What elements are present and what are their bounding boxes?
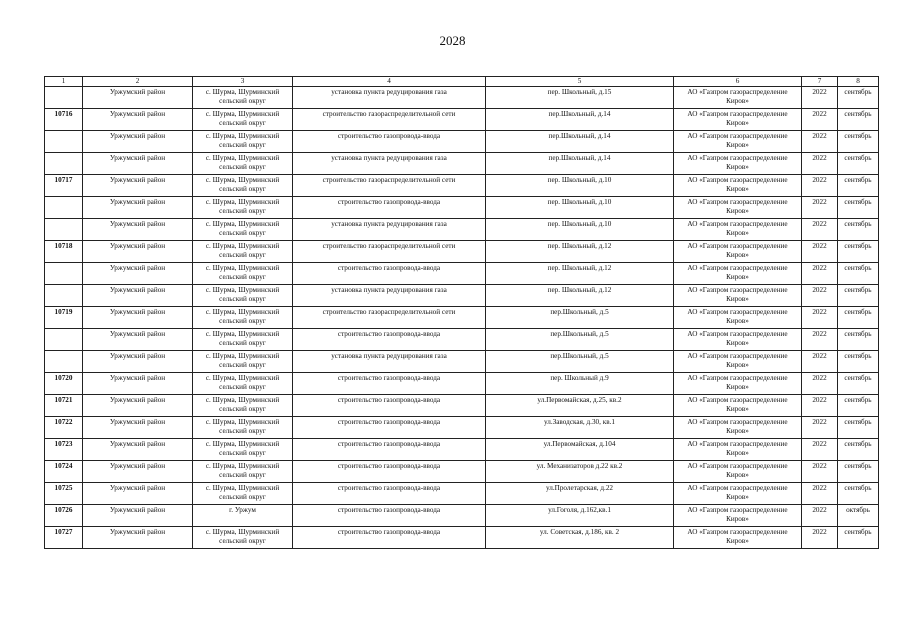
district-cell: Уржумский район: [83, 483, 193, 505]
year-cell: 2022: [802, 87, 838, 109]
work-type-cell: строительство газопровода-ввода: [293, 263, 486, 285]
register-table: [44, 76, 879, 549]
table-row: [45, 263, 879, 285]
table-row: [45, 329, 879, 351]
settlement-cell: с. Шурма, Шурминский сельский округ: [193, 131, 293, 153]
month-cell: сентябрь: [838, 461, 879, 483]
record-number-cell: 10726: [45, 505, 83, 527]
column-header-5: 5: [486, 77, 674, 87]
column-header-6: 6: [674, 77, 802, 87]
settlement-cell: с. Шурма, Шурминский сельский округ: [193, 351, 293, 373]
month-cell: сентябрь: [838, 263, 879, 285]
table-row: [45, 109, 879, 131]
month-cell: сентябрь: [838, 373, 879, 395]
address-cell: пер. Школьный, д.10: [486, 175, 674, 197]
year-cell: 2022: [802, 109, 838, 131]
table-row: [45, 439, 879, 461]
column-header-3: 3: [193, 77, 293, 87]
year-cell: 2022: [802, 351, 838, 373]
header-row: [45, 77, 879, 87]
table-row: [45, 153, 879, 175]
district-cell: Уржумский район: [83, 527, 193, 549]
address-cell: пер. Школьный, д.15: [486, 87, 674, 109]
work-type-cell: строительство газопровода-ввода: [293, 131, 486, 153]
table-row: [45, 461, 879, 483]
work-type-cell: строительство газопровода-ввода: [293, 395, 486, 417]
address-cell: пер.Школьный, д.14: [486, 153, 674, 175]
work-type-cell: строительство газопровода-ввода: [293, 373, 486, 395]
month-cell: октябрь: [838, 505, 879, 527]
table-row: [45, 373, 879, 395]
settlement-cell: с. Шурма, Шурминский сельский округ: [193, 307, 293, 329]
work-type-cell: строительство газопровода-ввода: [293, 439, 486, 461]
organization-cell: АО «Газпром газораспределение Киров»: [674, 417, 802, 439]
record-number-cell: [45, 197, 83, 219]
work-type-cell: строительство газораспределительной сети: [293, 109, 486, 131]
work-type-cell: установка пункта редуцирования газа: [293, 285, 486, 307]
address-cell: пер.Школьный, д.5: [486, 307, 674, 329]
column-header-4: 4: [293, 77, 486, 87]
district-cell: Уржумский район: [83, 175, 193, 197]
settlement-cell: с. Шурма, Шурминский сельский округ: [193, 87, 293, 109]
year-cell: 2022: [802, 307, 838, 329]
table-row: [45, 395, 879, 417]
settlement-cell: с. Шурма, Шурминский сельский округ: [193, 241, 293, 263]
column-header-8: 8: [838, 77, 879, 87]
month-cell: сентябрь: [838, 351, 879, 373]
address-cell: пер.Школьный, д.5: [486, 351, 674, 373]
record-number-cell: [45, 329, 83, 351]
record-number-cell: 10723: [45, 439, 83, 461]
record-number-cell: 10727: [45, 527, 83, 549]
month-cell: сентябрь: [838, 109, 879, 131]
table-row: [45, 241, 879, 263]
work-type-cell: установка пункта редуцирования газа: [293, 87, 486, 109]
month-cell: сентябрь: [838, 241, 879, 263]
organization-cell: АО «Газпром газораспределение Киров»: [674, 197, 802, 219]
address-cell: ул.Первомайская, д.25, кв.2: [486, 395, 674, 417]
address-cell: ул. Механизаторов д.22 кв.2: [486, 461, 674, 483]
work-type-cell: строительство газопровода-ввода: [293, 527, 486, 549]
district-cell: Уржумский район: [83, 329, 193, 351]
record-number-cell: [45, 285, 83, 307]
organization-cell: АО «Газпром газораспределение Киров»: [674, 263, 802, 285]
district-cell: Уржумский район: [83, 263, 193, 285]
month-cell: сентябрь: [838, 439, 879, 461]
organization-cell: АО «Газпром газораспределение Киров»: [674, 505, 802, 527]
work-type-cell: установка пункта редуцирования газа: [293, 219, 486, 241]
settlement-cell: с. Шурма, Шурминский сельский округ: [193, 109, 293, 131]
year-cell: 2022: [802, 483, 838, 505]
year-cell: 2022: [802, 417, 838, 439]
settlement-cell: с. Шурма, Шурминский сельский округ: [193, 461, 293, 483]
work-type-cell: строительство газопровода-ввода: [293, 461, 486, 483]
table-row: [45, 87, 879, 109]
month-cell: сентябрь: [838, 153, 879, 175]
district-cell: Уржумский район: [83, 351, 193, 373]
settlement-cell: с. Шурма, Шурминский сельский округ: [193, 263, 293, 285]
address-cell: пер. Школьный, д.12: [486, 285, 674, 307]
district-cell: Уржумский район: [83, 131, 193, 153]
table-row: [45, 351, 879, 373]
month-cell: сентябрь: [838, 285, 879, 307]
month-cell: сентябрь: [838, 175, 879, 197]
organization-cell: АО «Газпром газораспределение Киров»: [674, 395, 802, 417]
table-header: [45, 77, 879, 87]
district-cell: Уржумский район: [83, 285, 193, 307]
year-cell: 2022: [802, 439, 838, 461]
address-cell: пер. Школьный, д.12: [486, 241, 674, 263]
district-cell: Уржумский район: [83, 505, 193, 527]
organization-cell: АО «Газпром газораспределение Киров»: [674, 241, 802, 263]
table-row: [45, 505, 879, 527]
organization-cell: АО «Газпром газораспределение Киров»: [674, 87, 802, 109]
organization-cell: АО «Газпром газораспределение Киров»: [674, 175, 802, 197]
month-cell: сентябрь: [838, 483, 879, 505]
year-cell: 2022: [802, 241, 838, 263]
work-type-cell: установка пункта редуцирования газа: [293, 153, 486, 175]
record-number-cell: 10717: [45, 175, 83, 197]
organization-cell: АО «Газпром газораспределение Киров»: [674, 285, 802, 307]
page-number: 2028: [439, 33, 466, 48]
work-type-cell: строительство газопровода-ввода: [293, 417, 486, 439]
district-cell: Уржумский район: [83, 153, 193, 175]
table-row: [45, 219, 879, 241]
address-cell: пер.Школьный, д.5: [486, 329, 674, 351]
organization-cell: АО «Газпром газораспределение Киров»: [674, 131, 802, 153]
settlement-cell: с. Шурма, Шурминский сельский округ: [193, 219, 293, 241]
work-type-cell: строительство газопровода-ввода: [293, 329, 486, 351]
work-type-cell: строительство газопровода-ввода: [293, 483, 486, 505]
table-row: [45, 175, 879, 197]
organization-cell: АО «Газпром газораспределение Киров»: [674, 439, 802, 461]
district-cell: Уржумский район: [83, 373, 193, 395]
organization-cell: АО «Газпром газораспределение Киров»: [674, 527, 802, 549]
month-cell: сентябрь: [838, 131, 879, 153]
table-row: [45, 417, 879, 439]
year-cell: 2022: [802, 285, 838, 307]
organization-cell: АО «Газпром газораспределение Киров»: [674, 351, 802, 373]
year-cell: 2022: [802, 373, 838, 395]
month-cell: сентябрь: [838, 87, 879, 109]
address-cell: пер.Школьный, д.14: [486, 109, 674, 131]
work-type-cell: строительство газопровода-ввода: [293, 505, 486, 527]
district-cell: Уржумский район: [83, 461, 193, 483]
table-body: [45, 87, 879, 549]
address-cell: пер. Школьный, д.12: [486, 263, 674, 285]
district-cell: Уржумский район: [83, 109, 193, 131]
year-cell: 2022: [802, 131, 838, 153]
settlement-cell: с. Шурма, Шурминский сельский округ: [193, 439, 293, 461]
work-type-cell: строительство газораспределительной сети: [293, 175, 486, 197]
address-cell: пер. Школьный д.9: [486, 373, 674, 395]
record-number-cell: 10725: [45, 483, 83, 505]
month-cell: сентябрь: [838, 219, 879, 241]
record-number-cell: [45, 219, 83, 241]
record-number-cell: 10722: [45, 417, 83, 439]
record-number-cell: 10718: [45, 241, 83, 263]
address-cell: ул.Заводская, д.30, кв.1: [486, 417, 674, 439]
settlement-cell: с. Шурма, Шурминский сельский округ: [193, 285, 293, 307]
record-number-cell: 10720: [45, 373, 83, 395]
organization-cell: АО «Газпром газораспределение Киров»: [674, 461, 802, 483]
work-type-cell: установка пункта редуцирования газа: [293, 351, 486, 373]
organization-cell: АО «Газпром газораспределение Киров»: [674, 219, 802, 241]
organization-cell: АО «Газпром газораспределение Киров»: [674, 373, 802, 395]
year-cell: 2022: [802, 263, 838, 285]
settlement-cell: с. Шурма, Шурминский сельский округ: [193, 395, 293, 417]
record-number-cell: [45, 153, 83, 175]
year-cell: 2022: [802, 197, 838, 219]
district-cell: Уржумский район: [83, 219, 193, 241]
record-number-cell: 10721: [45, 395, 83, 417]
address-cell: пер. Школьный, д.10: [486, 219, 674, 241]
record-number-cell: [45, 263, 83, 285]
settlement-cell: с. Шурма, Шурминский сельский округ: [193, 417, 293, 439]
year-cell: 2022: [802, 219, 838, 241]
district-cell: Уржумский район: [83, 307, 193, 329]
organization-cell: АО «Газпром газораспределение Киров»: [674, 307, 802, 329]
month-cell: сентябрь: [838, 417, 879, 439]
month-cell: сентябрь: [838, 329, 879, 351]
organization-cell: АО «Газпром газораспределение Киров»: [674, 483, 802, 505]
address-cell: ул. Советская, д.186, кв. 2: [486, 527, 674, 549]
district-cell: Уржумский район: [83, 417, 193, 439]
district-cell: Уржумский район: [83, 439, 193, 461]
address-cell: ул.Пролетарская, д.22: [486, 483, 674, 505]
settlement-cell: с. Шурма, Шурминский сельский округ: [193, 153, 293, 175]
work-type-cell: строительство газопровода-ввода: [293, 197, 486, 219]
column-header-7: 7: [802, 77, 838, 87]
record-number-cell: 10719: [45, 307, 83, 329]
year-cell: 2022: [802, 395, 838, 417]
district-cell: Уржумский район: [83, 241, 193, 263]
year-cell: 2022: [802, 153, 838, 175]
year-cell: 2022: [802, 461, 838, 483]
month-cell: сентябрь: [838, 307, 879, 329]
record-number-cell: 10724: [45, 461, 83, 483]
table-row: [45, 527, 879, 549]
record-number-cell: [45, 351, 83, 373]
address-cell: пер. Школьный, д.10: [486, 197, 674, 219]
month-cell: сентябрь: [838, 197, 879, 219]
work-type-cell: строительство газораспределительной сети: [293, 307, 486, 329]
settlement-cell: с. Шурма, Шурминский сельский округ: [193, 197, 293, 219]
column-header-2: 2: [83, 77, 193, 87]
address-cell: ул.Первомайская, д.104: [486, 439, 674, 461]
settlement-cell: с. Шурма, Шурминский сельский округ: [193, 329, 293, 351]
district-cell: Уржумский район: [83, 197, 193, 219]
address-cell: пер.Школьный, д.14: [486, 131, 674, 153]
record-number-cell: [45, 131, 83, 153]
district-cell: Уржумский район: [83, 395, 193, 417]
month-cell: сентябрь: [838, 527, 879, 549]
table-row: [45, 483, 879, 505]
work-type-cell: строительство газораспределительной сети: [293, 241, 486, 263]
month-cell: сентябрь: [838, 395, 879, 417]
organization-cell: АО «Газпром газораспределение Киров»: [674, 109, 802, 131]
settlement-cell: с. Шурма, Шурминский сельский округ: [193, 483, 293, 505]
year-cell: 2022: [802, 175, 838, 197]
record-number-cell: 10716: [45, 109, 83, 131]
organization-cell: АО «Газпром газораспределение Киров»: [674, 329, 802, 351]
column-header-1: 1: [45, 77, 83, 87]
settlement-cell: с. Шурма, Шурминский сельский округ: [193, 527, 293, 549]
record-number-cell: [45, 87, 83, 109]
settlement-cell: с. Шурма, Шурминский сельский округ: [193, 373, 293, 395]
address-cell: ул.Гоголя, д.162,кв.1: [486, 505, 674, 527]
year-cell: 2022: [802, 329, 838, 351]
settlement-cell: с. Шурма, Шурминский сельский округ: [193, 175, 293, 197]
year-cell: 2022: [802, 527, 838, 549]
table-row: [45, 131, 879, 153]
year-cell: 2022: [802, 505, 838, 527]
settlement-cell: г. Уржум: [193, 505, 293, 527]
table-row: [45, 197, 879, 219]
table-row: [45, 307, 879, 329]
district-cell: Уржумский район: [83, 87, 193, 109]
organization-cell: АО «Газпром газораспределение Киров»: [674, 153, 802, 175]
table-row: [45, 285, 879, 307]
